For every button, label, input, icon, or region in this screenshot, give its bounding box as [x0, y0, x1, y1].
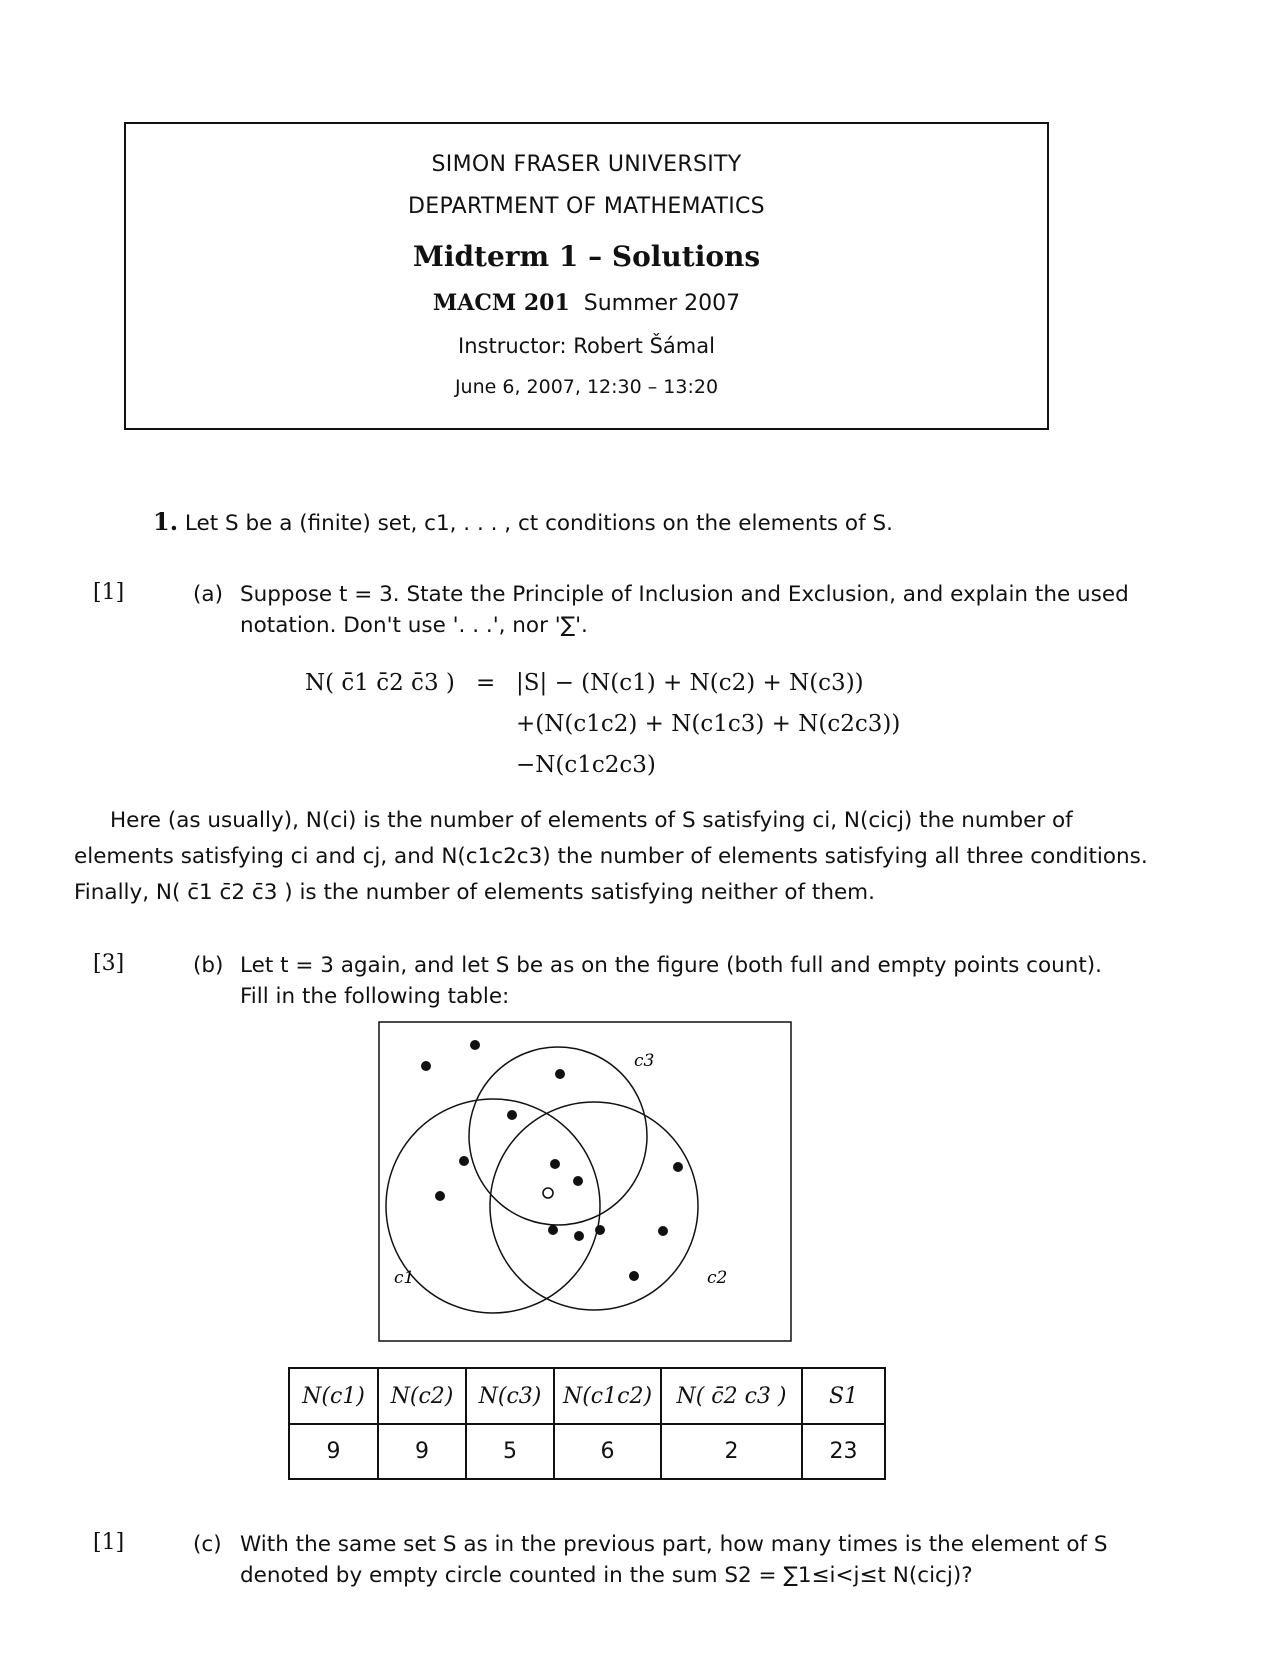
figure-frame [379, 1022, 791, 1341]
table-header-row [289, 1368, 885, 1424]
part-a-marks: [1] [93, 580, 125, 605]
header-n-c1: N(c1) [289, 1368, 378, 1424]
value-n-c3: 5 [466, 1424, 554, 1479]
part-a-line-1: Suppose t = 3. State the Principle of Inclusion and Exclusion, and explain the used [240, 582, 1129, 607]
value-n-c2: 9 [378, 1424, 466, 1479]
question-1-intro-line [153, 507, 893, 539]
part-a-label: (a) [193, 582, 223, 607]
point [574, 1231, 584, 1241]
circle-c1 [386, 1099, 600, 1313]
point [550, 1159, 560, 1169]
header-box [124, 122, 1049, 430]
header-n-c3: N(c3) [466, 1368, 554, 1424]
formula-lhs: N( c̄1 c̄2 c̄3 ) [305, 670, 455, 696]
label-c3: c3 [634, 1051, 655, 1071]
value-s1: 23 [802, 1424, 885, 1479]
part-c-line-1: With the same set S as in the previous part, how many times is the element of S [240, 1532, 1108, 1557]
part-b-label: (b) [193, 953, 224, 978]
exam-title: Midterm 1 – Solutions [412, 240, 761, 273]
instructor: Instructor: Robert Šámal [458, 334, 715, 358]
formula-equals: = [476, 670, 496, 696]
answer-table [288, 1367, 886, 1480]
point [470, 1040, 480, 1050]
empty-point [543, 1188, 553, 1198]
header-n-c2: N(c2) [378, 1368, 466, 1424]
point [548, 1225, 558, 1235]
point [629, 1271, 639, 1281]
part-c-marks: [1] [93, 1530, 125, 1555]
point [673, 1162, 683, 1172]
part-a-line-2: notation. Don't use '. . .', nor '∑'. [240, 613, 588, 638]
part-c-label: (c) [193, 1532, 222, 1557]
point [555, 1069, 565, 1079]
university-name: SIMON FRASER UNIVERSITY [431, 152, 742, 177]
course-line [126, 290, 1047, 316]
value-n-c1c2: 6 [554, 1424, 661, 1479]
label-c2: c2 [707, 1268, 728, 1288]
circle-c2 [490, 1102, 698, 1310]
point [507, 1110, 517, 1120]
explanation-line-2: elements satisfying ci and cj, and N(c1c2c3) the number of elements satisfying all three conditions. [74, 844, 1148, 869]
course-code: MACM 201 [432, 290, 570, 316]
question-intro: Let S be a (finite) set, c1, . . . , ct conditions on the elements of S. [184, 511, 893, 536]
department-name: DEPARTMENT OF MATHEMATICS [408, 194, 765, 219]
venn-diagram [378, 1021, 792, 1342]
point [435, 1191, 445, 1201]
formula-line-1: |S| − (N(c1) + N(c2) + N(c3)) [516, 670, 864, 696]
value-n-c1: 9 [289, 1424, 378, 1479]
course-term: Summer 2007 [583, 291, 741, 316]
part-c-line-2: denoted by empty circle counted in the sum S2 = ∑1≤i<j≤t N(cicj)? [240, 1563, 973, 1588]
part-b-line-2: Fill in the following table: [240, 984, 510, 1009]
exam-date: June 6, 2007, 12:30 – 13:20 [454, 376, 719, 398]
part-b-line-1: Let t = 3 again, and let S be as on the figure (both full and empty points count). [240, 953, 1103, 978]
header-n-notc2-c3: N( c̄2 c3 ) [661, 1368, 802, 1424]
point [658, 1226, 668, 1236]
header-s1: S1 [802, 1368, 885, 1424]
point [573, 1176, 583, 1186]
part-b-marks: [3] [93, 951, 125, 976]
label-c1: c1 [394, 1268, 415, 1288]
formula-line-2: +(N(c1c2) + N(c1c3) + N(c2c3)) [516, 711, 901, 737]
formula-line-3: −N(c1c2c3) [516, 752, 656, 778]
value-n-notc2-c3: 2 [661, 1424, 802, 1479]
header-n-c1c2: N(c1c2) [554, 1368, 661, 1424]
point [595, 1225, 605, 1235]
explanation-line-3: Finally, N( c̄1 c̄2 c̄3 ) is the number of elements satisfying neither of them. [74, 880, 875, 905]
explanation-line-1: Here (as usually), N(ci) is the number of elements of S satisfying ci, N(cicj) the number of [110, 808, 1073, 833]
point [459, 1156, 469, 1166]
table-values-row [289, 1424, 885, 1479]
question-number: 1. [153, 507, 179, 536]
point [421, 1061, 431, 1071]
